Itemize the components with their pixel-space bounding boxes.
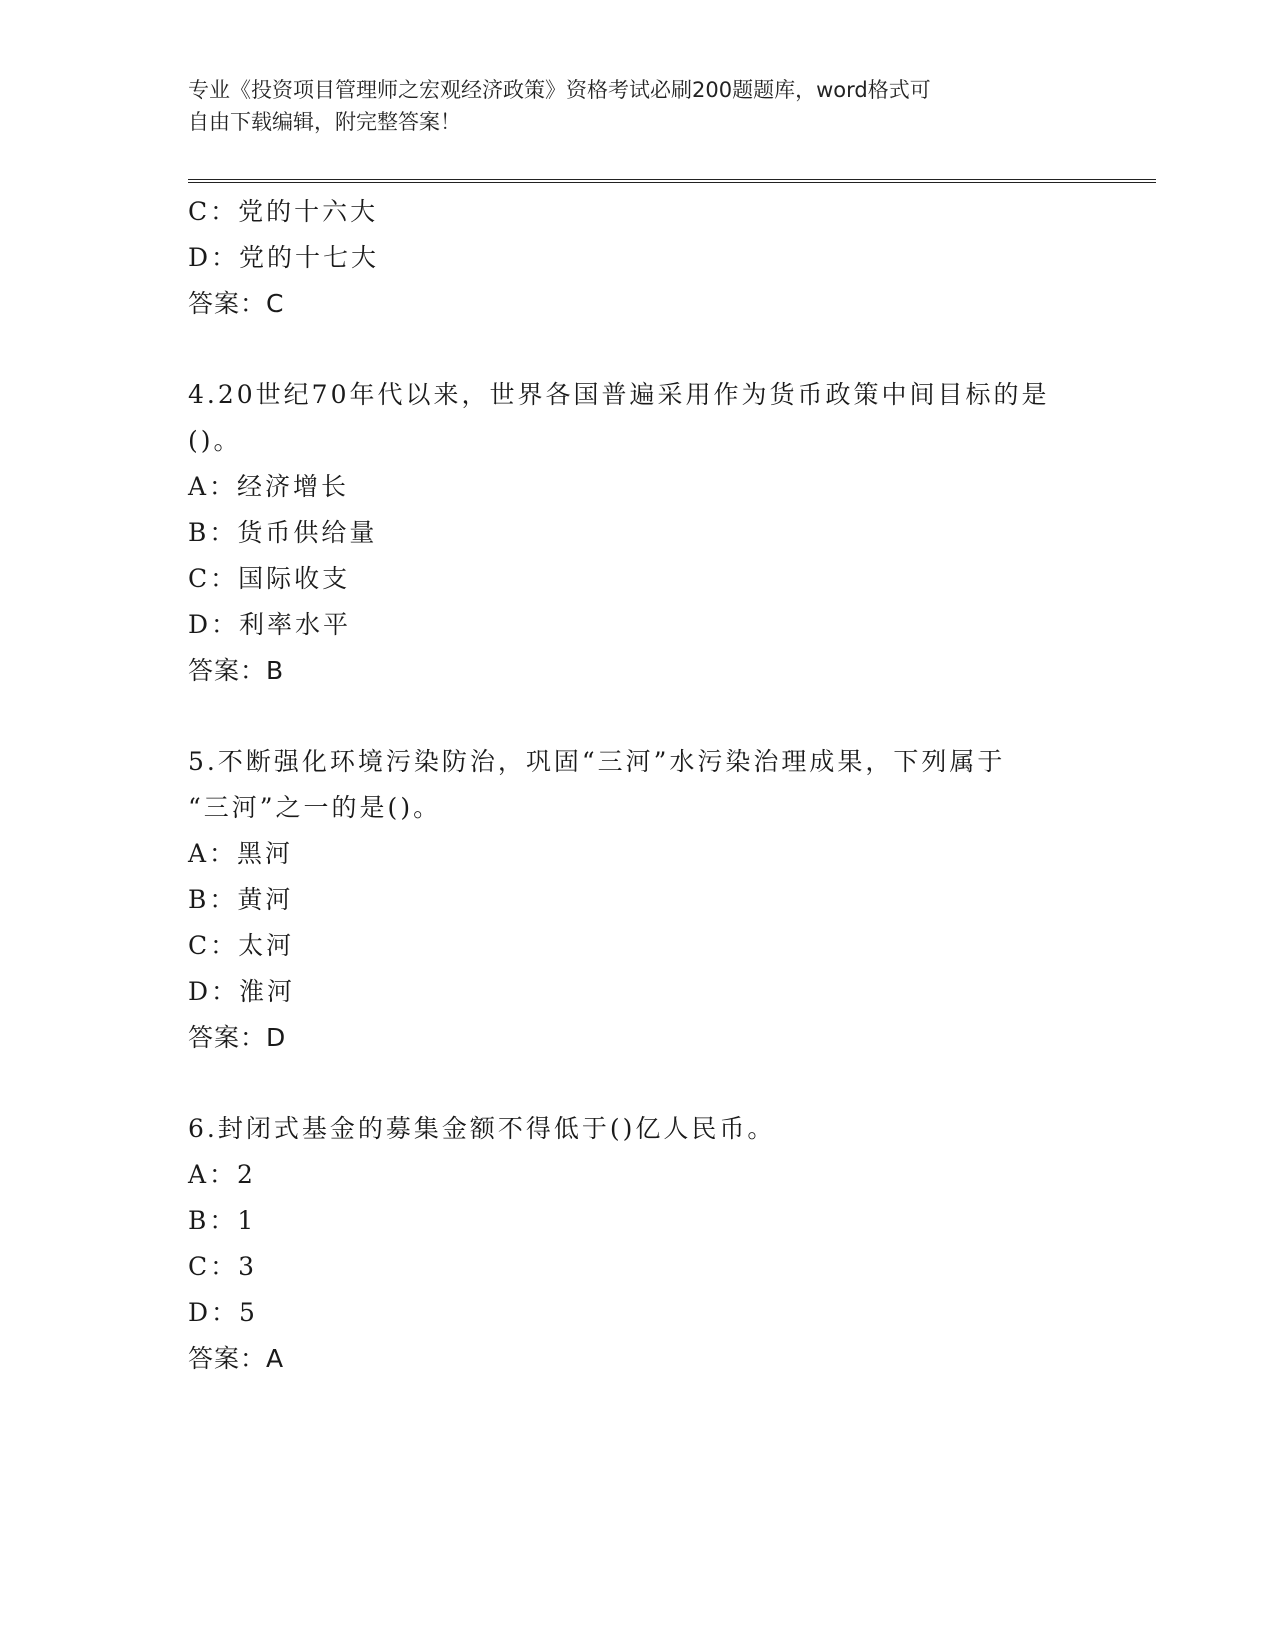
question-6 — [188, 1106, 1088, 1382]
option-c: C：太河 — [188, 931, 295, 960]
question-stem-line-1: 5.不断强化环境污染防治，巩固“三河”水污染治理成果，下列属于 — [188, 747, 1006, 776]
question-stem-line-1: 4.20世纪70年代以来，世界各国普遍采用作为货币政策中间目标的是 — [188, 380, 1050, 409]
option-d: D：党的十七大 — [188, 243, 380, 272]
option-b: B：黄河 — [188, 885, 294, 914]
question-4 — [188, 372, 1088, 694]
question-spacer — [188, 327, 1088, 372]
question-spacer — [188, 694, 1088, 739]
question-stem-line-2: “三河”之一的是()。 — [188, 793, 442, 822]
option-c: C：国际收支 — [188, 564, 351, 593]
question-3-tail — [188, 189, 1088, 327]
header-title-line-1: 专业《投资项目管理师之宏观经济政策》资格考试必刷200题题库，word格式可 — [188, 78, 931, 102]
option-d: D：利率水平 — [188, 610, 352, 639]
option-a: A：经济增长 — [188, 472, 350, 501]
answer-line: 答案：C — [188, 289, 285, 318]
option-b: B：1 — [188, 1206, 257, 1235]
option-d: D：5 — [188, 1298, 258, 1327]
question-5 — [188, 739, 1088, 1061]
question-list — [188, 189, 1088, 1382]
option-a: A：黑河 — [188, 839, 294, 868]
question-stem-line-2: ()。 — [188, 426, 242, 455]
option-c: C：党的十六大 — [188, 197, 379, 226]
option-b: B：货币供给量 — [188, 518, 378, 547]
question-spacer — [188, 1061, 1088, 1106]
answer-line: 答案：A — [188, 1344, 285, 1373]
answer-line: 答案：D — [188, 1023, 287, 1052]
question-stem-line-1: 6.封闭式基金的募集金额不得低于()亿人民币。 — [188, 1114, 776, 1143]
header-divider — [188, 179, 1156, 183]
option-d: D：淮河 — [188, 977, 296, 1006]
document-header — [188, 74, 1068, 138]
option-a: A：2 — [188, 1160, 256, 1189]
answer-line: 答案：B — [188, 656, 285, 685]
header-title-line-2: 自由下载编辑，附完整答案！ — [188, 110, 461, 134]
option-c: C：3 — [188, 1252, 258, 1281]
